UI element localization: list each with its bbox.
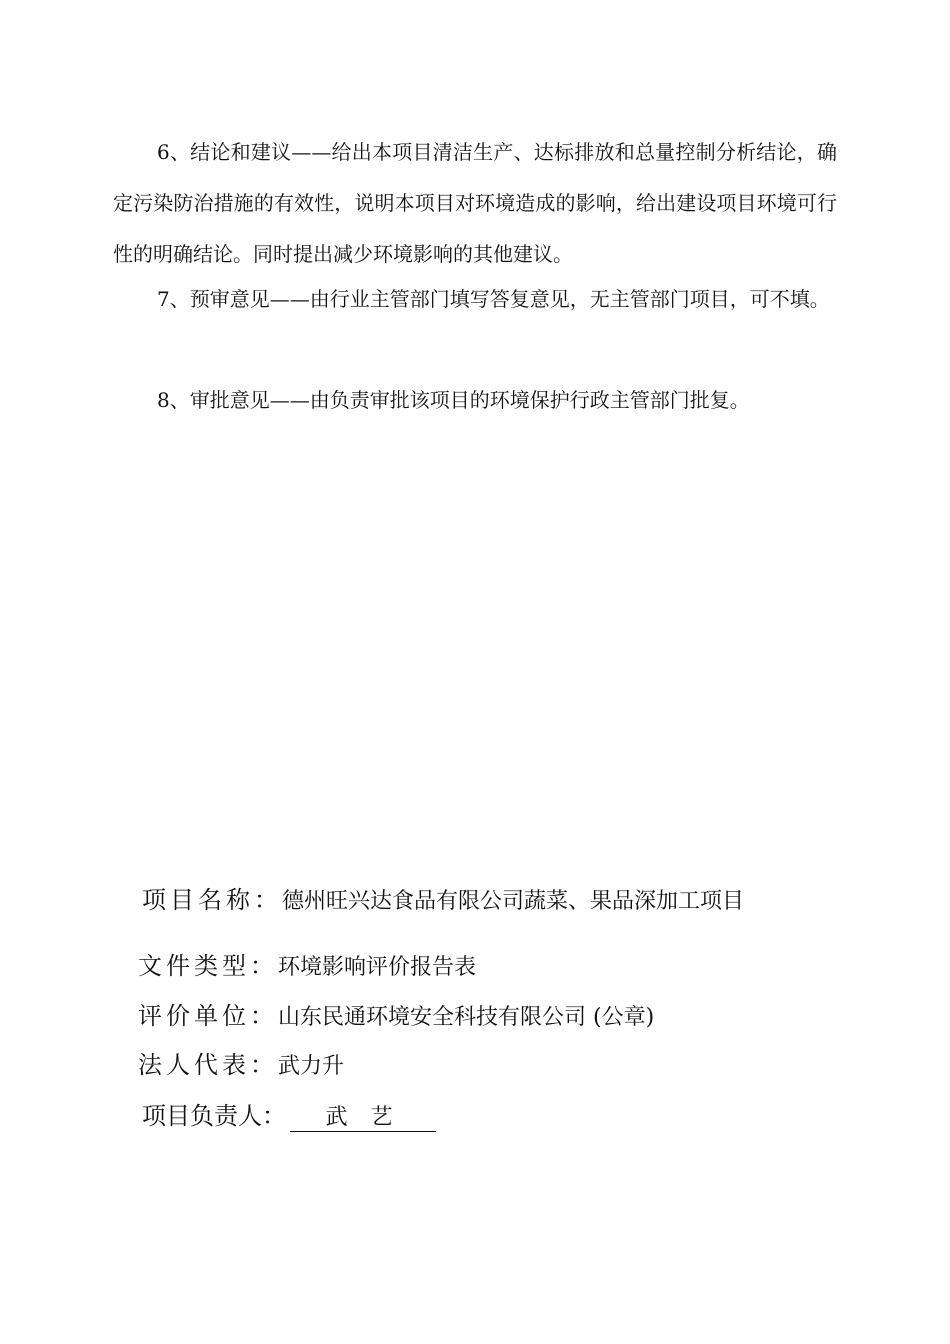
project-name-value: 德州旺兴达食品有限公司蔬菜、果品深加工项目: [282, 889, 745, 914]
file-type-line: [138, 950, 476, 984]
project-leader-label: 项目负责人：: [142, 1102, 286, 1130]
evaluation-unit-value: 山东民通环境安全科技有限公司 (公章): [278, 1005, 655, 1030]
file-type-value: 环境影响评价报告表: [278, 955, 477, 980]
legal-representative-value: 武力升: [278, 1054, 345, 1079]
paragraph-conclusion: 6、结论和建议——给出本项目清洁生产、达标排放和总量控制分析结论，确定污染防治措施的有效性，说明本项目对环境造成的影响，给出建设项目环境可行性的明确结论。同时提出减少环境影响的其他建议。: [113, 140, 837, 266]
project-name-label: 项目名称：: [142, 886, 282, 914]
project-leader-line: [142, 1100, 436, 1132]
project-leader-value: 武 艺: [290, 1105, 436, 1132]
evaluation-unit-label: 评价单位：: [138, 1002, 278, 1030]
legal-representative-label: 法人代表：: [138, 1051, 278, 1079]
paragraph-preliminary-review: 7、预审意见——由行业主管部门填写答复意见，无主管部门项目，可不填。: [157, 287, 830, 311]
legal-representative-line: [138, 1049, 344, 1083]
evaluation-unit-line: [138, 1000, 654, 1034]
paragraph-approval: 8、审批意见——由负责审批该项目的环境保护行政主管部门批复。: [157, 388, 750, 412]
file-type-label: 文件类型：: [138, 952, 278, 980]
project-name-line: [142, 884, 744, 918]
